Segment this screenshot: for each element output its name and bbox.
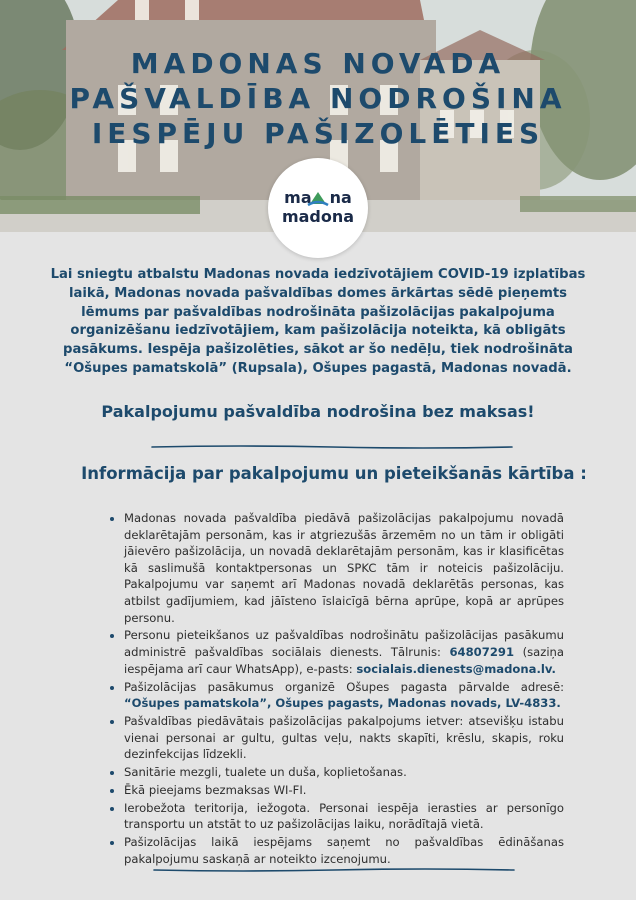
list-item: [124, 800, 564, 833]
hero-title-line: MADONAS NOVADA: [130, 47, 506, 80]
list-item: [124, 510, 564, 626]
list-item: [124, 834, 564, 867]
logo-text-part: ma: [284, 188, 312, 207]
list-item-text: Madonas novada pašvaldība piedāvā pašizolācijas pakalpojumu novadā deklarētajām personām, kas ir atgriezušās ārzemēm no un tām ir obligāti jāievēro pašizolācija, un novadā deklarētajām personām, kas ir klasificētas kā saslimušā kontaktpersonas un SPKC tām ir noteicis pašizolāciju. Pakalpojumu var saņemt arī Madonas novadā deklarētās personas, kas atbilst gadījumiem, kad jāīsteno īslaicīgā bērna aprūpe, kopā ar aprūpes personu.: [124, 511, 564, 625]
list-item: [124, 679, 564, 712]
list-item-text: (saziņa iespējama arī caur WhatsApp), e-pasts:: [124, 645, 564, 676]
list-item-text: Personu pieteikšanos uz pašvaldības nodrošinātu pašizolācijas pasākumu administrē pašvaldības sociālais dienests. Tālrunis:: [124, 628, 564, 660]
hero-title-line: IESPĒJU PAŠIZOLĒTIES: [91, 117, 545, 150]
list-item: [124, 713, 564, 763]
madona-logo: [268, 158, 368, 258]
logo-wordmark-bottom: madona: [281, 207, 355, 226]
list-item: [124, 627, 564, 677]
email-address: socialais.dienests@madona.lv.: [356, 661, 556, 676]
section-title: Informācija par pakalpojumu un pieteikšanās kārtība :: [81, 464, 587, 483]
list-item-text: Ēkā pieejams bezmaksas WI-FI.: [124, 782, 307, 797]
address: “Ošupes pamatskola”, Ošupes pagasts, Madonas novads, LV-4833.: [124, 696, 561, 711]
phone-number: 64807291: [449, 645, 515, 660]
list-item-text: Pašvaldības piedāvātais pašizolācijas pakalpojums ietver: atsevišķu istabu vienai personai ar gultu, gultas veļu, nakts skapīti, krēslu, skapis, roku dezinfekcijas līdzekli.: [124, 714, 564, 762]
list-item-text: Ierobežota teritorija, iežogota. Personai iespēja ierasties ar personīgo transportu un atstāt to uz pašizolācijas laiku, norādītajā vietā.: [124, 800, 564, 832]
hero-title-line: PAŠVALDĪBA NODROŠINA: [69, 82, 567, 115]
list-item: [124, 782, 564, 799]
brush-divider: [152, 866, 516, 874]
brush-divider: [150, 443, 514, 451]
logo-text-part: na: [329, 188, 352, 207]
list-item: [124, 764, 564, 781]
logo-mark-icon: [288, 188, 348, 208]
list-item-text: Pašizolācijas pasākumus organizē Ošupes pagasta pārvalde adresē:: [124, 679, 564, 694]
list-item-text: Pašizolācijas laikā iespējams saņemt no pašvaldības ēdināšanas pakalpojumu saskaņā ar noteikto izcenojumu.: [124, 835, 564, 866]
list-item-text: Sanitārie mezgli, tualete un duša, koplietošanas.: [124, 765, 407, 780]
info-list: [104, 510, 564, 869]
free-service-notice: Pakalpojumu pašvaldība nodrošina bez maksas!: [101, 402, 535, 421]
hero-title: [0, 46, 636, 151]
intro-paragraph: Lai sniegtu atbalstu Madonas novada iedzīvotājiem COVID-19 izplatības laikā, Madonas novada pašvaldības domes ārkārtas sēdē pieņemts lēmums par pašvaldības nodrošināta pašizolācijas pakalpojuma organizēšanu iedzīvotājiem, kam pašizolācija noteikta, kā obligāts pasākums. Iespēja pašizolēties, sākot ar šo nedēļu, tiek nodrošināta “Ošupes pamatskolā” (Rupsala), Ošupes pagastā, Madonas novadā.: [50, 267, 586, 376]
